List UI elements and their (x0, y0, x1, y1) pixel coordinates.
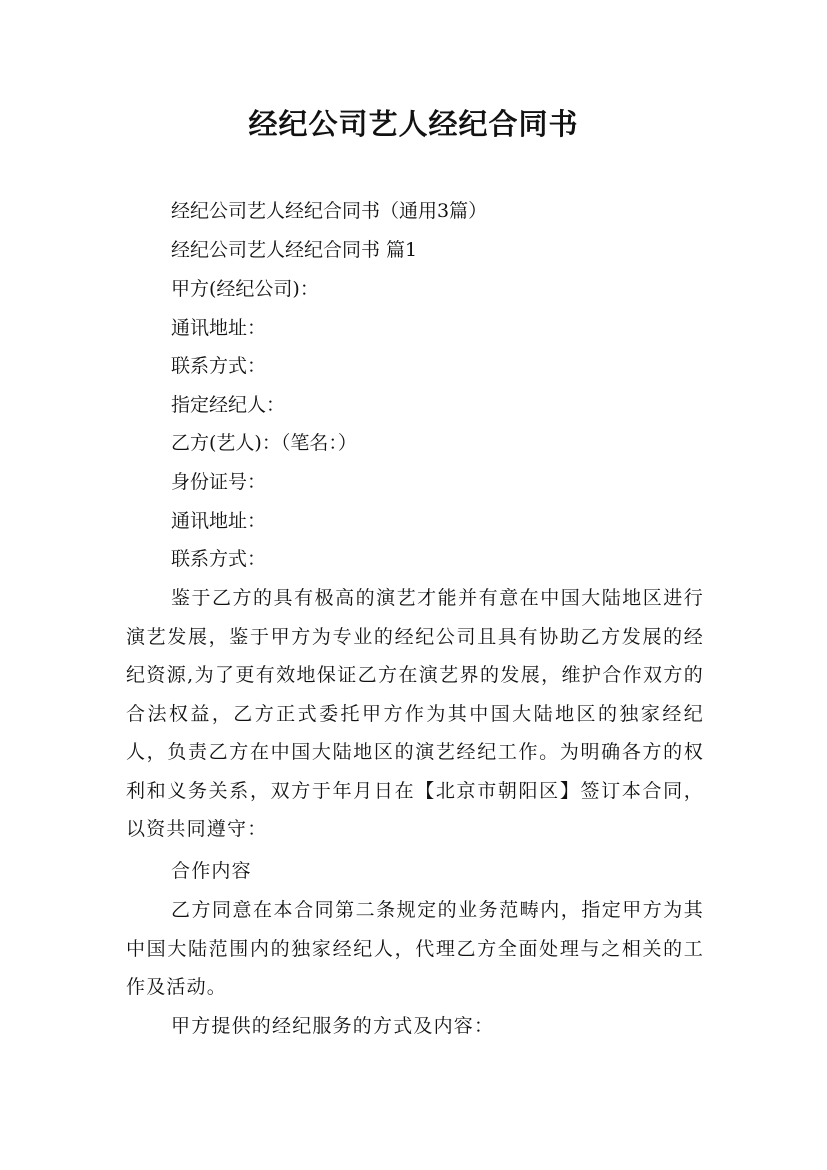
field-party-b-contact: 联系方式： (171, 548, 267, 570)
cooperation-paragraph: 乙方同意在本合同第二条规定的业务范畴内，指定甲方为其中国大陆范围内的独家经纪人，代理乙方全面处理与之相关的工作及活动。 (126, 899, 704, 998)
field-party-a-address: 通讯地址： (171, 317, 267, 339)
section-heading: 经纪公司艺人经纪合同书 篇1 (171, 239, 418, 261)
field-party-b-id: 身份证号： (171, 471, 267, 493)
field-party-a: 甲方(经纪公司)： (171, 278, 319, 300)
preamble-paragraph: 鉴于乙方的具有极高的演艺才能并有意在中国大陆地区进行演艺发展，鉴于甲方为专业的经纪公司且具有协助乙方发展的经纪资源,为了更有效地保证乙方在演艺界的发展，维护合作双方的合法权益，乙方正式委托甲方作为其中国大陆地区的独家经纪人，负责乙方在中国大陆地区的演艺经纪工作。为明确各方的权利和义务关系，双方于年月日在【北京市朝阳区】签订本合同，以资共同遵守： (126, 587, 704, 840)
services-paragraph: 甲方提供的经纪服务的方式及内容： (171, 1015, 495, 1037)
field-party-a-contact: 联系方式： (171, 355, 267, 377)
document-title: 经纪公司艺人经纪合同书 (248, 107, 579, 141)
cooperation-heading: 合作内容 (171, 860, 252, 882)
field-party-b-address: 通讯地址： (171, 510, 267, 532)
field-party-b: 乙方(艺人)：（笔名：） (171, 432, 357, 454)
document-subtitle: 经纪公司艺人经纪合同书（通用3篇） (171, 200, 488, 222)
field-designated-agent: 指定经纪人： (171, 394, 286, 416)
